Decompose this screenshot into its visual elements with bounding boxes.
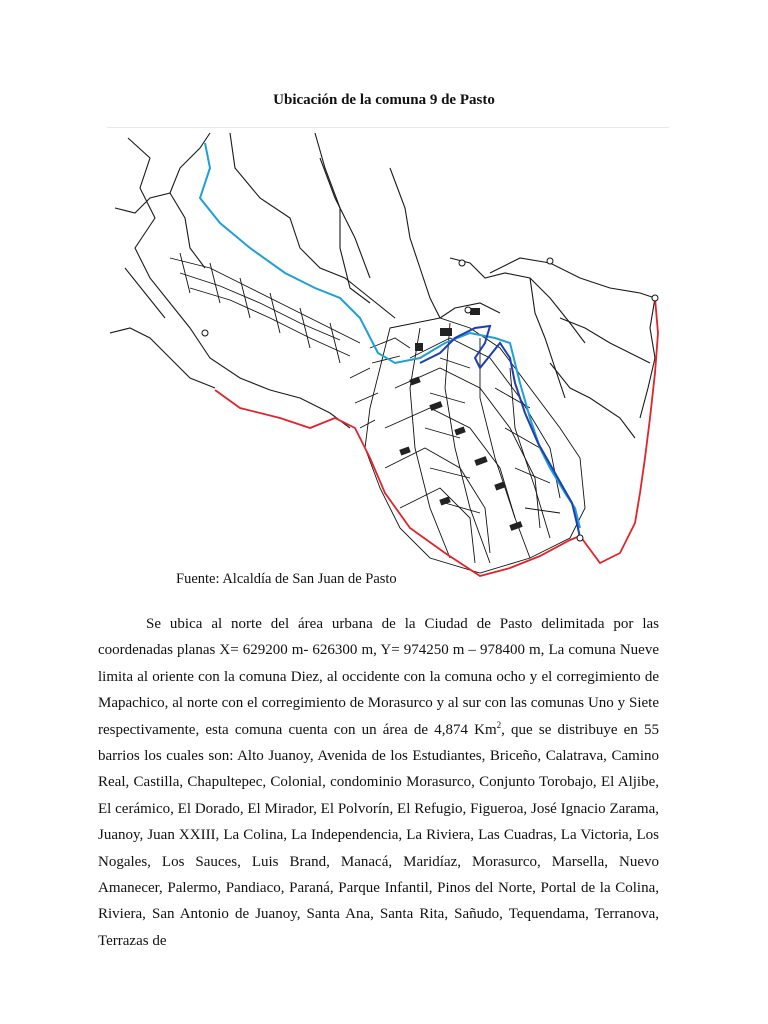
urban-grid	[170, 253, 585, 573]
map-markers	[202, 258, 658, 541]
paragraph-part-2: , que se distribuye en 55 barrios los cuales son: Alto Juanoy, Avenida de los Estudiantes, Briceño, Calatrava, Camino Real, Castilla, Chapultepec, Colonial, condominio Morasurco, Conjunto Torobajo, El Aljibe, El cerámico, El Dorado, El Mirador, El Polvorín, El Refugio, Figueroa, José Ignacio Zarama, Juanoy, Juan XXIII, La Colina, La Independencia, La Riviera, Las Cuadras, La Victoria, Los Nogales, Los Sauces, Luis Brand, Manacá, Maridíaz, Morasurco, Marsella, Nuevo Amanecer, Palermo, Pandiaco, Paraná, Parque Infantil, Pinos del Norte, Portal de la Colina, Riviera, San Antonio de Juanoy, Santa Ana, Santa Rita, Sañudo, Tequendama, Terranova, Terrazas de	[98, 721, 659, 949]
river	[200, 143, 580, 528]
boundary-red	[215, 298, 658, 576]
figure-caption: Fuente: Alcaldía de San Juan de Pasto	[176, 571, 397, 587]
boundary-blue	[420, 326, 580, 538]
superscript: 2	[496, 719, 502, 730]
comuna-map	[110, 128, 670, 580]
figure-title: Ubicación de la comuna 9 de Pasto	[273, 92, 495, 108]
paragraph-part-1: Se ubica al norte del área urbana de la Ciudad de Pasto delimitada por las coordenadas planas X= 629200 m- 626300 m, Y= 974250 m – 978400 m, La comuna Nueve limita al oriente con la comuna Diez, al occidente con la comuna ocho y el corregimiento de Mapachico, al norte con el corregimiento de Morasurco y al sur con las comunas Uno y Siete respectivamente, esta comuna cuenta con un área de 4,874 Km	[98, 616, 659, 738]
paragraph-text	[98, 611, 659, 954]
rural-roads	[110, 133, 655, 438]
body-paragraph	[98, 611, 659, 954]
